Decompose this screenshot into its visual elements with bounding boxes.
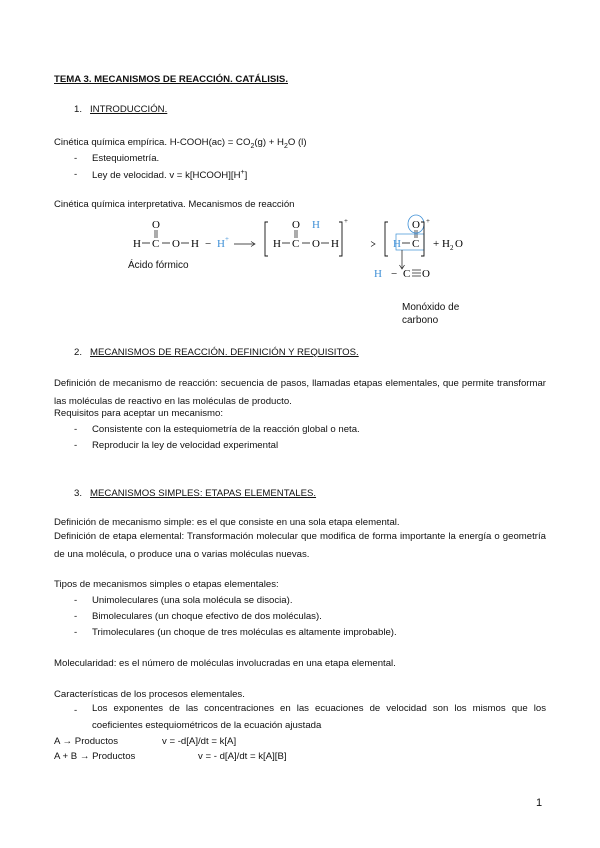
proton-charge: + [225, 235, 229, 243]
equation-1-rate: v = -d[A]/dt = k[A] [162, 736, 237, 747]
bullet-dash: - [74, 169, 78, 180]
page-number: 1 [536, 797, 543, 809]
acid-o-top: O [152, 219, 160, 231]
bullet-dash: - [74, 440, 78, 451]
water-plus-h: + H [433, 238, 450, 250]
section-1-heading: INTRODUCCIÓN. [90, 104, 168, 115]
intermediate-h-right: H [331, 238, 339, 250]
proton-h: H [217, 238, 225, 250]
water-subscript: 2 [450, 244, 454, 252]
bullet-dash: - [74, 595, 78, 606]
empirical-kinetics-line [54, 137, 307, 150]
water-o: O [455, 238, 463, 250]
intermediate-c: C [292, 238, 300, 250]
types-intro: Tipos de mecanismos simples o etapas elementales: [54, 579, 279, 590]
product-o-top: O [412, 219, 420, 231]
bullet-dash: - [74, 705, 78, 716]
bullet-rate-law [92, 169, 247, 181]
co-h-blue: H [374, 268, 382, 280]
acid-h-right: H [191, 238, 199, 250]
rate-law-prefix: Ley de velocidad. v = k[HCOOH][H [92, 170, 241, 182]
reaction-arrow-2-head [371, 242, 375, 247]
requirement-rate-law: Reproducir la ley de velocidad experimental [92, 440, 279, 451]
elementary-step-definition: Definición de etapa elemental: Transformación molecular que modifica de forma importante la energía o geometría de una molécula, o produce una o varias moléculas nuevas. [54, 531, 546, 560]
requirement-stoichiometry: Consistente con la estequiometría de la reacción global o neta. [92, 424, 360, 435]
plus-sign: − [205, 238, 212, 250]
equation-2-reaction: A + B → Productos [54, 751, 136, 762]
acid-h-left: H [133, 238, 141, 250]
mechanism-requirements-intro: Requisitos para aceptar un mecanismo: [54, 408, 224, 419]
empirical-prefix: Cinética química empírica. H-COOH(ac) = CO [54, 137, 251, 148]
empirical-mid: (g) + H [254, 137, 284, 148]
mechanism-definition: Definición de mecanismo de reacción: secuencia de pasos, llamadas etapas elementales, que permite transformar las moléculas de reactivo en las moléculas de producto. [54, 378, 546, 407]
h2o-subscript: 2 [283, 142, 288, 150]
rate-law-superscript: + [240, 169, 245, 176]
formic-acid-mechanism-diagram [120, 210, 480, 290]
rate-law-suffix: ] [244, 170, 248, 182]
document-title: TEMA 3. MECANISMOS DE REACCIÓN. CATÁLISIS. [54, 74, 288, 85]
label-carbon-monoxide-line2: carbono [402, 315, 439, 326]
acid-c: C [152, 238, 160, 250]
simple-mechanism-definition: Definición de mecanismo simple: es el que consiste en una sola etapa elemental. [54, 517, 400, 528]
bullet-dash: - [74, 153, 78, 164]
intermediate-h-blue: H [312, 219, 320, 231]
intermediate-o-top: O [292, 219, 300, 231]
label-formic-acid: Ácido fórmico [128, 260, 189, 271]
bracket-1-right [339, 222, 342, 256]
bracket-2-right [421, 222, 424, 256]
equation-2-rate: v = - d[A]/dt = k[A][B] [198, 751, 287, 762]
empirical-suffix: O (l) [287, 137, 307, 148]
section-2-number: 2. [74, 347, 83, 358]
interpretative-kinetics-line: Cinética química interpretativa. Mecanismos de reacción [54, 199, 295, 210]
type-trimolecular: Trimoleculares (un choque de tres moléculas es altamente improbable). [92, 627, 397, 638]
bullet-dash: - [74, 611, 78, 622]
bracket-1-charge: + [344, 217, 348, 225]
bracket-2-left [385, 222, 388, 256]
characteristics-intro: Características de los procesos elementales. [54, 689, 245, 700]
product-h-blue: H [393, 238, 401, 250]
intermediate-o: O [312, 238, 320, 250]
product-c: C [412, 238, 420, 250]
acid-o: O [172, 238, 180, 250]
intermediate-h-left: H [273, 238, 281, 250]
co2-subscript: 2 [250, 142, 255, 150]
section-3-number: 3. [74, 488, 83, 499]
bracket-2-charge: + [426, 217, 430, 225]
label-carbon-monoxide-line1: Monóxido de [402, 302, 460, 313]
section-2-heading: MECANISMOS DE REACCIÓN. DEFINICIÓN Y REQUISITOS. [90, 347, 359, 358]
co-c: C [403, 268, 411, 280]
molecularity-definition: Molecularidad: es el número de moléculas involucradas en una etapa elemental. [54, 658, 396, 669]
section-3-heading: MECANISMOS SIMPLES: ETAPAS ELEMENTALES. [90, 488, 317, 499]
co-o: O [422, 268, 430, 280]
type-bimolecular: Bimoleculares (un choque efectivo de dos moléculas). [92, 611, 322, 622]
bracket-1-left [265, 222, 268, 256]
section-1-number: 1. [74, 104, 83, 115]
bullet-dash: - [74, 627, 78, 638]
characteristic-exponents: Los exponentes de las concentraciones en las ecuaciones de velocidad son los mismos que los coeficientes estequiométricos de la ecuación ajustada [92, 703, 546, 731]
bullet-dash: - [74, 424, 78, 435]
type-unimolecular: Unimoleculares (una sola molécula se disocia). [92, 595, 293, 606]
co-minus: − [391, 268, 398, 280]
bullet-stoichiometry: Estequiometría. [92, 153, 160, 164]
equation-1-reaction: A → Productos [54, 736, 118, 747]
